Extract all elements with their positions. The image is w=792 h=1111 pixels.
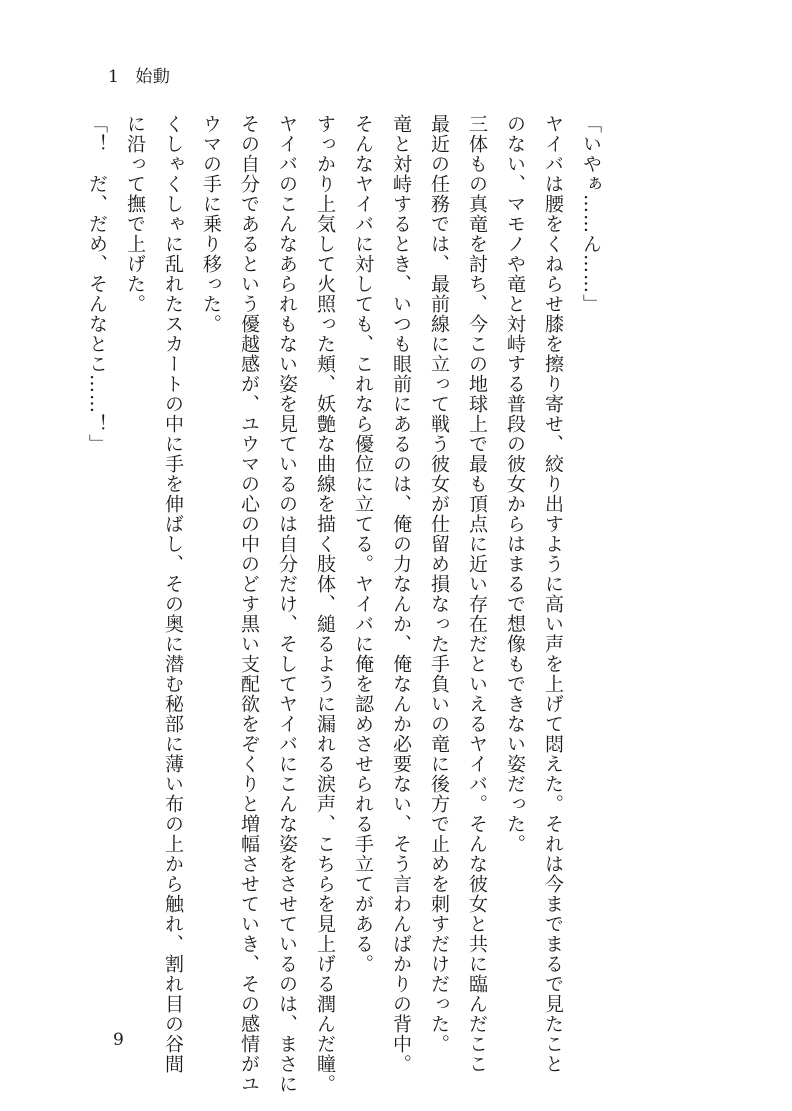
text-line: 「いやぁ……ん……」 — [580, 114, 602, 314]
chapter-header — [108, 62, 170, 87]
text-line: そんなヤイバに対しても、これなら優位に立てる。ヤイバに俺を認めさせられる手立てがある。 — [352, 114, 374, 974]
text-line: 「！ だ、だめ、そんなとこ……！」 — [86, 114, 108, 454]
chapter-title: 始動 — [135, 67, 171, 87]
text-line: のない、マモノや竜と対峙する普段の彼女からはまるで想像もできない姿だった。 — [504, 114, 526, 854]
body-text — [86, 114, 610, 1094]
page-number: 9 — [113, 1030, 124, 1050]
chapter-number: 1 — [108, 67, 120, 87]
text-line: に沿って撫で上げた。 — [124, 114, 146, 314]
text-line: すっかり上気して火照った頬、妖艶な曲線を描く肢体、縋るように漏れる涙声、こちらを見上げる潤んだ瞳。 — [314, 114, 336, 1094]
text-line: ヤイバは腰をくねらせ膝を擦り寄せ、絞り出すように高い声を上げて悶えた。それは今までまるで見たこと — [542, 114, 564, 1074]
text-line: くしゃくしゃに乱れたスカートの中に手を伸ばし、その奥に潜む秘部に薄い布の上から触れ、割れ目の谷間 — [162, 114, 184, 1074]
text-line: 最近の任務では、最前線に立って戦う彼女が仕留め損なった手負いの竜に後方で止めを刺すだけだった。 — [428, 114, 450, 1054]
text-line: その自分であるという優越感が、ユウマの心の中のどす黒い支配欲をぞくりと増幅させていき、その感情がユ — [238, 114, 260, 1094]
text-line: ウマの手に乗り移った。 — [200, 114, 222, 334]
text-line: ヤイバのこんなあられもない姿を見ているのは自分だけ、そしてヤイバにこんな姿をさせているのは、まさに — [276, 114, 298, 1094]
text-line: 三体もの真竜を討ち、今この地球上で最も頂点に近い存在だといえるヤイバ。そんな彼女と共に臨んだここ — [466, 114, 488, 1074]
text-line: 竜と対峙するとき、いつも眼前にあるのは、俺の力なんか、俺なんか必要ない、そう言わんばかりの背中。 — [390, 114, 412, 1074]
